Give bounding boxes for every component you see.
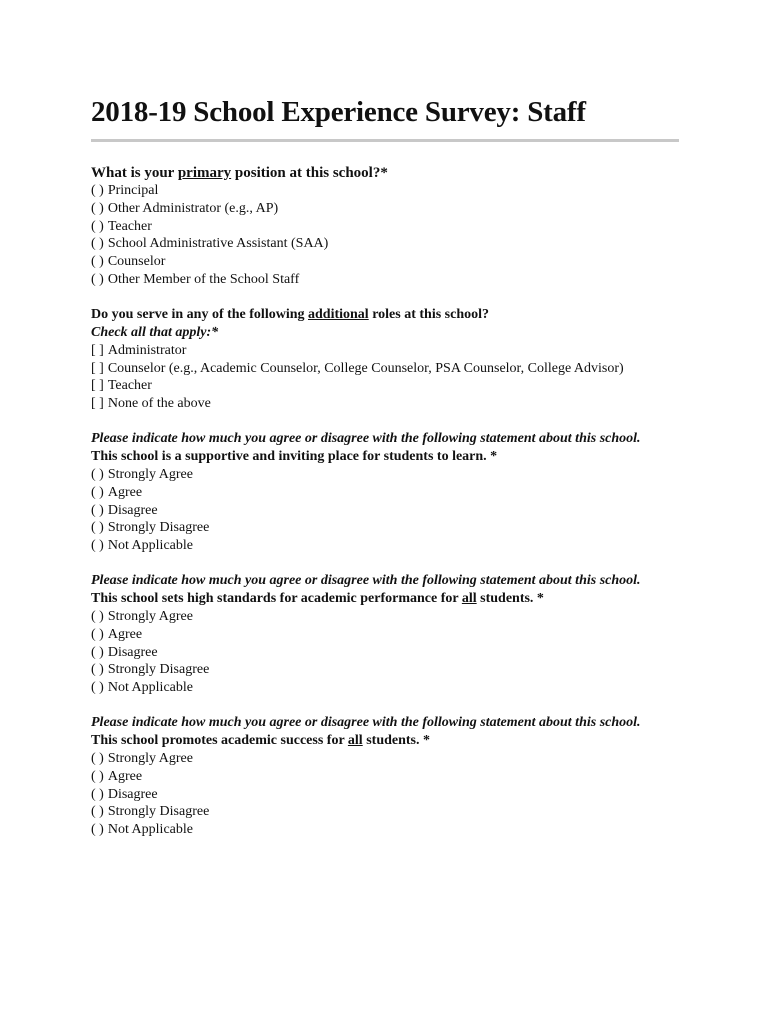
radio-marker[interactable]: ( ) — [91, 254, 104, 270]
option-list — [91, 342, 681, 413]
radio-marker[interactable]: ( ) — [91, 183, 104, 198]
question-instruction: Please indicate how much you agree or disagree with the following statement about this school. — [91, 714, 641, 730]
option-list — [91, 608, 681, 697]
radio-marker[interactable]: ( ) — [91, 608, 104, 624]
radio-option[interactable] — [91, 821, 681, 839]
option-label: Strongly Agree — [107, 608, 193, 624]
radio-marker[interactable]: ( ) — [91, 200, 104, 216]
radio-option[interactable] — [91, 253, 681, 271]
option-label: Agree — [107, 626, 143, 642]
required-marker: * — [380, 165, 388, 181]
checkbox-option[interactable] — [91, 342, 681, 360]
checkbox-option[interactable] — [91, 360, 681, 378]
option-label: Other Administrator (e.g., AP) — [107, 200, 279, 216]
checkbox-marker[interactable]: [ ] — [91, 342, 104, 358]
option-list — [91, 466, 681, 555]
question-emphasis: all — [347, 732, 363, 748]
page-title: 2018-19 School Experience Survey: Staff — [91, 96, 586, 128]
checkbox-marker[interactable]: [ ] — [91, 396, 104, 412]
question-text-part: This school promotes academic success for — [91, 732, 348, 748]
option-label: None of the above — [107, 396, 211, 412]
checkbox-option[interactable] — [91, 377, 681, 395]
option-label: Teacher — [107, 378, 152, 394]
radio-marker[interactable]: ( ) — [91, 644, 104, 660]
survey-page — [91, 95, 681, 856]
question-text-part: students. * — [362, 732, 430, 748]
radio-marker[interactable]: ( ) — [91, 680, 104, 696]
radio-option[interactable] — [91, 271, 681, 289]
radio-marker[interactable]: ( ) — [91, 236, 104, 252]
radio-option[interactable] — [91, 803, 681, 821]
radio-option[interactable] — [91, 235, 681, 253]
radio-marker[interactable]: ( ) — [91, 520, 104, 536]
radio-option[interactable] — [91, 502, 681, 520]
radio-marker[interactable]: ( ) — [91, 484, 104, 500]
radio-option[interactable] — [91, 786, 681, 804]
option-label: Principal — [107, 183, 159, 198]
radio-option[interactable] — [91, 768, 681, 786]
question-text — [91, 590, 681, 608]
radio-option[interactable] — [91, 626, 681, 644]
question-text-part: This school sets high standards for academic performance for — [91, 590, 462, 606]
radio-marker[interactable]: ( ) — [91, 626, 104, 642]
title-divider — [91, 139, 679, 142]
radio-marker[interactable]: ( ) — [91, 502, 104, 518]
question-text — [91, 306, 681, 324]
option-label: Disagree — [107, 644, 158, 660]
option-label: Strongly Disagree — [107, 662, 210, 678]
question-emphasis: all — [461, 590, 477, 606]
radio-option[interactable] — [91, 608, 681, 626]
checkbox-marker[interactable]: [ ] — [91, 378, 104, 394]
option-label: Strongly Agree — [107, 750, 193, 766]
radio-marker[interactable]: ( ) — [91, 822, 104, 838]
option-label: Disagree — [107, 502, 158, 518]
radio-marker[interactable]: ( ) — [91, 271, 104, 287]
radio-marker[interactable]: ( ) — [91, 804, 104, 820]
option-label: Strongly Disagree — [107, 804, 210, 820]
radio-marker[interactable]: ( ) — [91, 538, 104, 554]
radio-option[interactable] — [91, 484, 681, 502]
question-primary-position — [91, 164, 681, 289]
option-label: Counselor (e.g., Academic Counselor, College Counselor, PSA Counselor, College Advisor) — [107, 360, 624, 376]
radio-option[interactable] — [91, 466, 681, 484]
option-list — [91, 182, 681, 289]
question-text — [91, 164, 681, 182]
option-list — [91, 750, 681, 839]
question-additional-roles — [91, 306, 681, 413]
option-label: Other Member of the School Staff — [107, 271, 300, 287]
radio-option[interactable] — [91, 537, 681, 555]
radio-option[interactable] — [91, 218, 681, 236]
question-text: This school is a supportive and inviting place for students to learn. * — [91, 448, 498, 464]
radio-option[interactable] — [91, 182, 681, 200]
radio-option[interactable] — [91, 679, 681, 697]
question-text-part: What is your — [91, 165, 178, 181]
question-instruction: Please indicate how much you agree or disagree with the following statement about this school. — [91, 430, 641, 446]
radio-option[interactable] — [91, 519, 681, 537]
option-label: Teacher — [107, 218, 152, 234]
question-instruction: Check all that apply:* — [91, 324, 219, 340]
option-label: Strongly Agree — [107, 466, 193, 482]
question-text-part: Do you serve in any of the following — [91, 306, 308, 322]
option-label: Not Applicable — [107, 822, 193, 838]
question-supportive-place — [91, 430, 681, 555]
option-label: Not Applicable — [107, 680, 193, 696]
radio-option[interactable] — [91, 644, 681, 662]
radio-marker[interactable]: ( ) — [91, 786, 104, 802]
radio-option[interactable] — [91, 661, 681, 679]
radio-marker[interactable]: ( ) — [91, 768, 104, 784]
question-text-part: roles at this school? — [368, 306, 490, 322]
option-label: Agree — [107, 768, 143, 784]
question-emphasis: additional — [308, 306, 369, 322]
radio-option[interactable] — [91, 200, 681, 218]
checkbox-marker[interactable]: [ ] — [91, 360, 104, 376]
option-label: Disagree — [107, 786, 158, 802]
radio-marker[interactable]: ( ) — [91, 662, 104, 678]
question-academic-success — [91, 714, 681, 839]
question-instruction: Please indicate how much you agree or disagree with the following statement about this school. — [91, 572, 641, 588]
radio-marker[interactable]: ( ) — [91, 750, 104, 766]
radio-marker[interactable]: ( ) — [91, 466, 104, 482]
question-emphasis: primary — [177, 165, 232, 181]
option-label: School Administrative Assistant (SAA) — [107, 236, 329, 252]
option-label: Counselor — [107, 254, 166, 270]
question-text-part: position at this school? — [231, 165, 381, 181]
option-label: Strongly Disagree — [107, 520, 210, 536]
option-label: Not Applicable — [107, 538, 193, 554]
question-text-part: students. * — [476, 590, 544, 606]
radio-option[interactable] — [91, 750, 681, 768]
question-text — [91, 732, 681, 750]
option-label: Agree — [107, 484, 143, 500]
radio-marker[interactable]: ( ) — [91, 218, 104, 234]
option-label: Administrator — [107, 342, 187, 358]
checkbox-option[interactable] — [91, 395, 681, 413]
question-high-standards — [91, 572, 681, 697]
